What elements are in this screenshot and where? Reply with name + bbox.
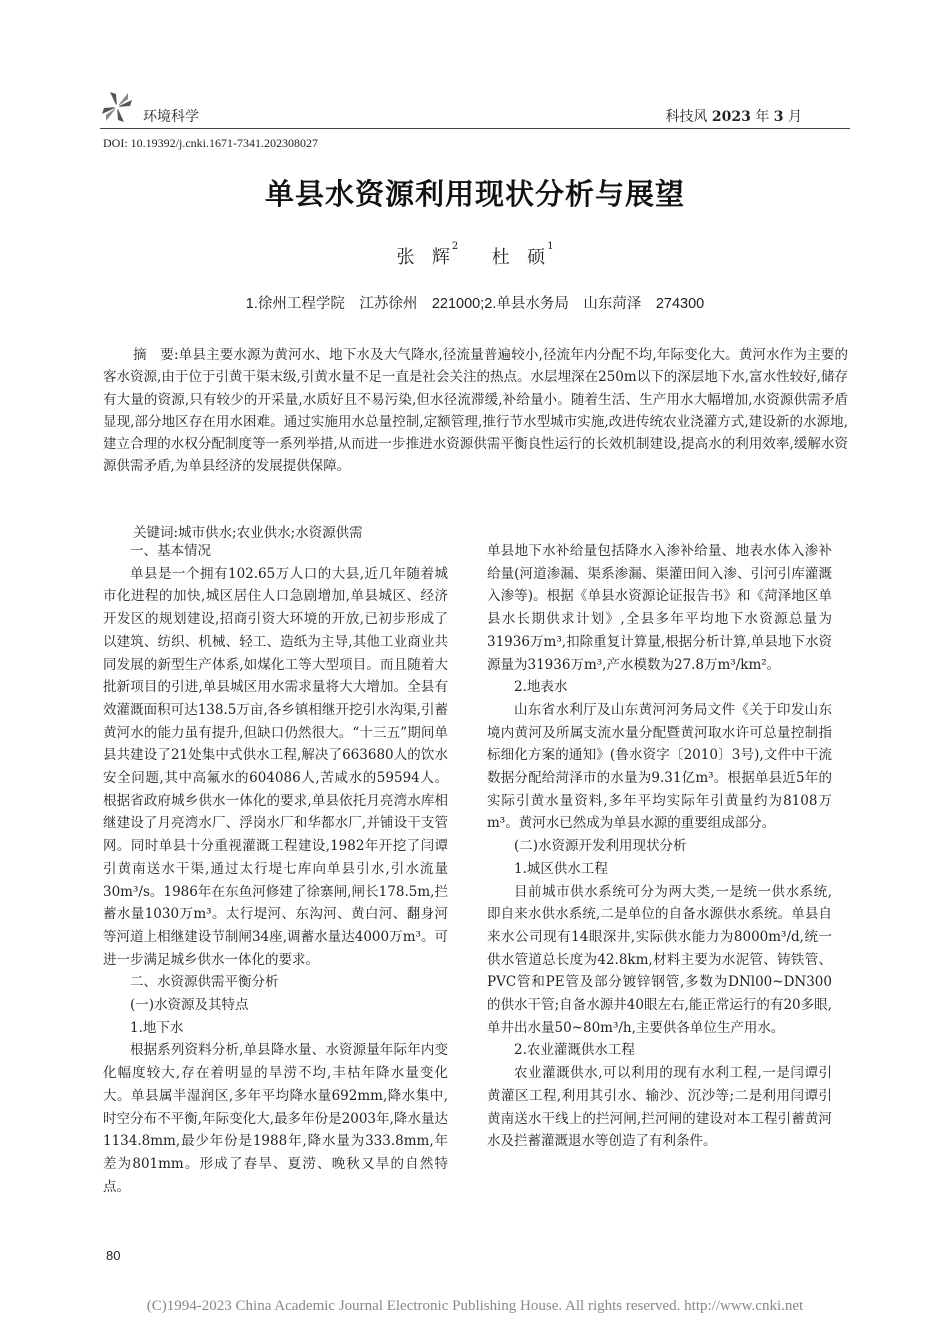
author-name: 张 辉 bbox=[396, 247, 452, 268]
keywords: 关键词:城市供水;农业供水;水资源供需 bbox=[133, 525, 363, 541]
affiliation: 1.徐州工程学院 江苏徐州 221000;2.单县水务局 山东菏泽 274300 bbox=[245, 296, 705, 312]
header-rule bbox=[100, 128, 850, 129]
author-name: 杜 硕 bbox=[491, 247, 548, 268]
body-paragraph: 目前城市供水系统可分为两大类,一是统一供水系统,即自来水供水系统,二是单位的自备水源供水系统。单县自来水公司现有14眼深井,实际供水能力为8000m³/d,统一供水管道总长度为42.8km,材料主要为水泥管、铸铁管、PVC管和PE管及部分镀锌钢管,多数为DNl00~DN300的供水干管;自备水源井40眼左右,能正常运行的有20多眼,单井出水量50~80m³/h,主要供各单位生产用水。 bbox=[487, 883, 832, 1036]
body-paragraph: 根据系列资料分析,单县降水量、水资源量年际年内变化幅度较大,存在着明显的旱涝不均,丰枯年降水量变化大。单县属半湿润区,多年平均降水量692mm,降水集中,时空分布不平衡,年际变化大,最多年份是2003年,降水量达1134.8mm,最少年份是1988年,降水量为333.8mm,年差为801mm。形成了春旱、夏涝、晚秋又旱的自然特点。 bbox=[103, 1042, 448, 1195]
page-number: 80 bbox=[106, 1248, 121, 1263]
section-heading: 一、基本情况 bbox=[130, 543, 211, 559]
journal-issue: 科技风 2023 年 3 月 bbox=[665, 109, 802, 125]
abstract: 摘 要:单县主要水源为黄河水、地下水及大气降水,径流量普遍较小,径流年内分配不均,年际变化大。黄河水作为主要的客水资源,由于位于引黄干渠末级,引黄水量不足一直是社会关注的热点。水层埋深在250m以下的深层地下水,富水性较好,储存有大量的资源,只有较少的开采量,水质好且不易污染,但水径流滞缓,补给量小。随着生活、生产用水大幅增加,水资源供需矛盾显现,部分地区存在用水困难。通过实施用水总量控制,定额管理,推行节水型城市实施,改进传统农业浇灌方式,建设新的水源地,建立合理的水权分配制度等一系列举措,从而进一步推进水资源供需平衡良性运行的长效机制建设,提高水的利用效率,缓解水资源供需矛盾,为单县经济的发展提供保障。 bbox=[103, 347, 848, 475]
authors: 张 辉$^2$ 杜 硕$^1$ bbox=[396, 241, 554, 268]
section-label: 环境科学 bbox=[143, 109, 199, 125]
article-title: 单县水资源利用现状分析与展望 bbox=[264, 177, 685, 211]
body-paragraph: 单县是一个拥有102.65万人口的大县,近几年随着城市化进程的加快,城区居住人口急剧增加,单县城区、经济开发区的规划建设,招商引资大环境的开放,已初步形成了以建筑、纺织、机械、轻工、造纸为主导,其他工业商业共同发展的新型生产体系,如煤化工等大型项目。而且随着大批新项目的引进,单县城区用水需求量将大大增加。全县有效灌溉面积可达138.5万亩,各乡镇相继开挖引水沟渠,引蓄黄河水的能力虽有提升,但缺口仍然很大。“十三五”期间单县共建设了21处集中式供水工程,解决了663680人的饮水安全问题,其中高氟水的604086人,苦咸水的59594人。根据省政府城乡供水一体化的要求,单县依托月亮湾水库相继建设了月亮湾水厂、浮岗水厂和华都水厂,并铺设干支管网。同时单县十分重视灌溉工程建设,1982年开挖了闫谭引黄南送水干渠,通过太行堤七库向单县引水,引水流量30m³/s。1986年在东鱼河修建了徐寨闸,闸长178.5m,拦蓄水量1030万m³。太行堤河、东沟河、黄白河、翻身河等河道上相继建设节制闸34座,调蓄水量达4000万m³。可进一步满足城乡供水一体化的要求。 bbox=[103, 565, 448, 968]
body-paragraph: 农业灌溉供水,可以利用的现有水利工程,一是闫谭引黄灌区工程,利用其引水、输沙、沉沙等;二是利用闫谭引黄南送水干线上的拦河闸,拦河闸的建设对本工程引蓄黄河水及拦蓄灌溉退水等创造了有利条件。 bbox=[487, 1065, 832, 1150]
section-heading: 2.地表水 bbox=[514, 679, 568, 696]
right-column bbox=[487, 540, 832, 1153]
doi: DOI: 10.19392/j.cnki.1671-7341.202308027 bbox=[103, 136, 318, 150]
journal-logo-icon bbox=[100, 90, 134, 124]
section-heading: 二、水资源供需平衡分析 bbox=[130, 974, 279, 991]
left-column bbox=[103, 540, 448, 1198]
body-paragraph: 单县地下水补给量包括降水入渗补给量、地表水体入渗补给量(河道渗漏、渠系渗漏、渠灌田间入渗、引河引库灌溉入渗等)。根据《单县水资源论证报告书》和《菏泽地区单县水长期供求计划》,全县多年平均地下水资源总量为31936万m³,扣除重复计算量,根据分析计算,单县地下水资源量为31936万m³,产水模数为27.8万m³/km²。 bbox=[487, 543, 832, 673]
section-heading: 2.农业灌溉供水工程 bbox=[514, 1042, 635, 1059]
copyright-notice: (C)1994-2023 China Academic Journal Electronic Publishing House. All rights reserved. http://www.cnki.net bbox=[146, 1298, 804, 1314]
body-paragraph: 山东省水利厅及山东黄河河务局文件《关于印发山东境内黄河及所属支流水量分配暨黄河取水许可总量控制指标细化方案的通知》(鲁水资字〔2010〕3号),文件中干流数据分配给菏泽市的水量为9.31亿m³。根据单县近5年的实际引黄水量资料,多年平均实际年引黄量约为8108万m³。黄河水已然成为单县水源的重要组成部分。 bbox=[487, 701, 832, 832]
section-heading: (二)水资源开发利用现状分析 bbox=[514, 838, 687, 855]
section-heading: 1.地下水 bbox=[130, 1019, 184, 1036]
section-heading: 1.城区供水工程 bbox=[514, 860, 608, 877]
section-heading: (一)水资源及其特点 bbox=[130, 997, 249, 1014]
